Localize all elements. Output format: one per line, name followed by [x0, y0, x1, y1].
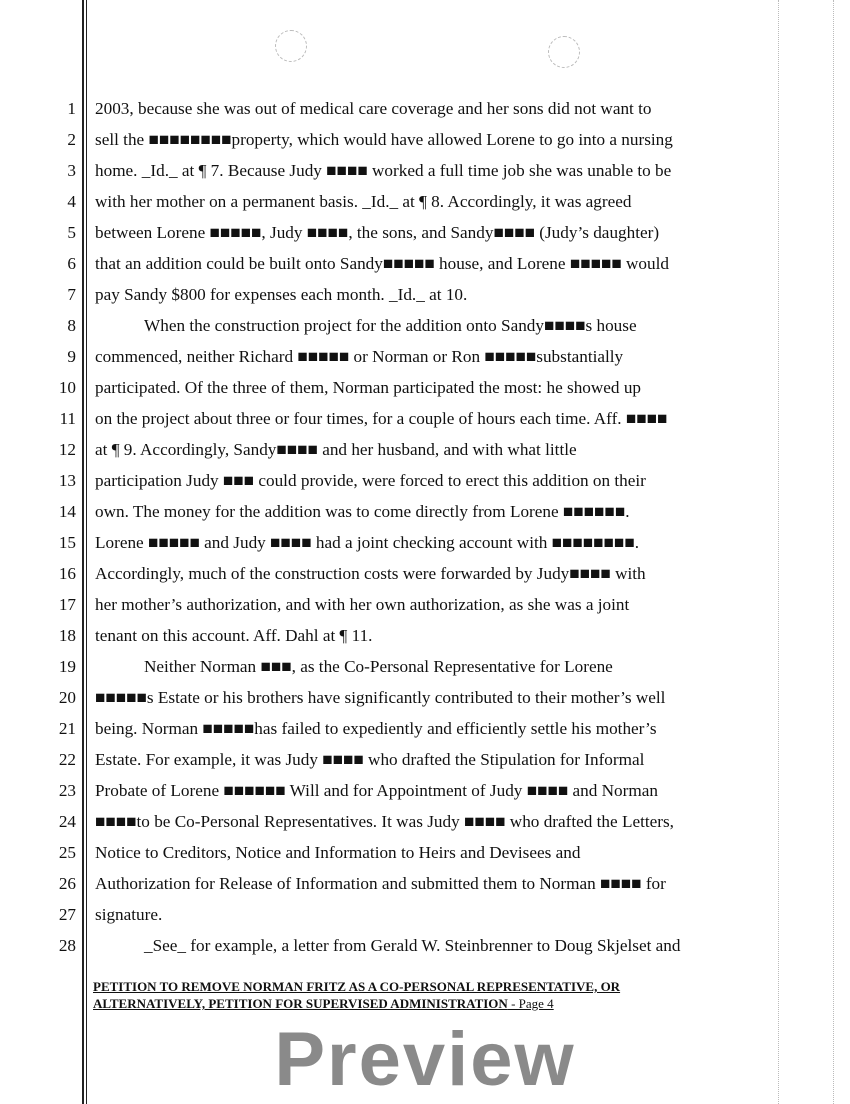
line-text: being. Norman ■■■■■has failed to expediently and efficiently settle his mother’s [95, 719, 657, 738]
pleading-line [0, 190, 850, 214]
punch-hole-left [275, 30, 307, 62]
line-text: with her mother on a permanent basis. _Id._ at ¶ 8. Accordingly, it was agreed [95, 192, 632, 211]
line-text: Authorization for Release of Information and submitted them to Norman ■■■■ for [95, 874, 666, 893]
line-number: 15 [58, 533, 76, 552]
line-number: 13 [58, 471, 76, 490]
line-number: 5 [67, 223, 76, 242]
line-number: 4 [67, 192, 76, 211]
pleading-line [0, 810, 850, 834]
pleading-line [0, 872, 850, 896]
pleading-line [0, 469, 850, 493]
pleading-line [0, 376, 850, 400]
line-text: between Lorene ■■■■■, Judy ■■■■, the sons, and Sandy■■■■ (Judy’s daughter) [95, 223, 660, 242]
line-text: her mother’s authorization, and with her own authorization, as she was a joint [95, 595, 630, 614]
pleading-line [0, 934, 850, 958]
line-text: on the project about three or four times, for a couple of hours each time. Aff. ■■■■ [95, 409, 668, 428]
pleading-line [0, 903, 850, 927]
line-number: 25 [58, 843, 76, 862]
pleading-line [0, 593, 850, 617]
line-text: sell the ■■■■■■■■property, which would have allowed Lorene to go into a nursing [95, 130, 673, 149]
pleading-line [0, 407, 850, 431]
line-text: signature. [95, 905, 163, 924]
pleading-line [0, 841, 850, 865]
pleading-line [0, 531, 850, 555]
line-number: 22 [58, 750, 76, 769]
pleading-line [0, 314, 850, 338]
line-number: 24 [58, 812, 76, 831]
footer-line-2: ALTERNATIVELY, PETITION FOR SUPERVISED ADMINISTRATION [93, 996, 508, 1011]
punch-hole-right [548, 36, 580, 68]
line-text: Neither Norman ■■■, as the Co-Personal Representative for Lorene [144, 657, 613, 676]
line-number: 3 [67, 161, 76, 180]
pleading-line [0, 500, 850, 524]
line-text: at ¶ 9. Accordingly, Sandy■■■■ and her husband, and with what little [95, 440, 577, 459]
line-text: home. _Id._ at ¶ 7. Because Judy ■■■■ worked a full time job she was unable to be [95, 161, 672, 180]
page-number: - Page 4 [507, 996, 554, 1011]
line-number: 26 [58, 874, 76, 893]
preview-watermark: Preview [274, 1017, 576, 1102]
line-text: participated. Of the three of them, Norman participated the most: he showed up [95, 378, 642, 397]
line-text: Estate. For example, it was Judy ■■■■ who drafted the Stipulation for Informal [95, 750, 645, 769]
line-number: 18 [58, 626, 76, 645]
line-text: When the construction project for the addition onto Sandy■■■■s house [144, 316, 637, 335]
pleading-line [0, 159, 850, 183]
line-number: 9 [67, 347, 76, 366]
line-number: 2 [67, 130, 76, 149]
pleading-line [0, 252, 850, 276]
line-number: 8 [67, 316, 76, 335]
line-text: Lorene ■■■■■ and Judy ■■■■ had a joint checking account with ■■■■■■■■. [95, 533, 639, 552]
pleading-line [0, 221, 850, 245]
pleading-line [0, 717, 850, 741]
line-text: tenant on this account. Aff. Dahl at ¶ 11. [95, 626, 373, 645]
line-number: 21 [58, 719, 76, 738]
line-number: 27 [58, 905, 76, 924]
line-number: 12 [58, 440, 76, 459]
pleading-line [0, 655, 850, 679]
line-text: _See_ for example, a letter from Gerald W. Steinbrenner to Doug Skjelset and [144, 936, 681, 955]
line-text: Accordingly, much of the construction costs were forwarded by Judy■■■■ with [95, 564, 646, 583]
line-number: 11 [59, 409, 76, 428]
line-number: 17 [58, 595, 76, 614]
pleading-line [0, 97, 850, 121]
line-number: 16 [58, 564, 76, 583]
line-text: commenced, neither Richard ■■■■■ or Norman or Ron ■■■■■substantially [95, 347, 624, 366]
pleading-line [0, 283, 850, 307]
line-number: 10 [58, 378, 76, 397]
line-text: that an addition could be built onto Sandy■■■■■ house, and Lorene ■■■■■ would [95, 254, 669, 273]
line-text: Notice to Creditors, Notice and Information to Heirs and Devisees and [95, 843, 581, 862]
footer-line-1: PETITION TO REMOVE NORMAN FRITZ AS A CO-PERSONAL REPRESENTATIVE, OR [93, 979, 621, 994]
pleading-line [0, 624, 850, 648]
line-number: 28 [58, 936, 76, 955]
line-number: 19 [58, 657, 76, 676]
pleading-line [0, 748, 850, 772]
pleading-line [0, 562, 850, 586]
line-text: ■■■■■s Estate or his brothers have significantly contributed to their mother’s well [95, 688, 666, 707]
line-number: 20 [58, 688, 76, 707]
footer-caption [93, 978, 620, 995]
line-text: Probate of Lorene ■■■■■■ Will and for Appointment of Judy ■■■■ and Norman [95, 781, 658, 800]
line-number: 1 [67, 99, 76, 118]
pleading-line [0, 686, 850, 710]
line-text: own. The money for the addition was to come directly from Lorene ■■■■■■. [95, 502, 630, 521]
line-number: 6 [67, 254, 76, 273]
pleading-line [0, 438, 850, 462]
line-text: pay Sandy $800 for expenses each month. _Id._ at 10. [95, 285, 468, 304]
line-number: 23 [58, 781, 76, 800]
line-number: 7 [67, 285, 76, 304]
line-number: 14 [58, 502, 76, 521]
pleading-line [0, 345, 850, 369]
line-text: participation Judy ■■■ could provide, were forced to erect this addition on their [95, 471, 646, 490]
line-text: 2003, because she was out of medical care coverage and her sons did not want to [95, 99, 652, 118]
line-text: ■■■■to be Co-Personal Representatives. It was Judy ■■■■ who drafted the Letters, [95, 812, 674, 831]
footer-caption-2 [93, 995, 554, 1012]
pleading-line [0, 128, 850, 152]
pleading-line [0, 779, 850, 803]
